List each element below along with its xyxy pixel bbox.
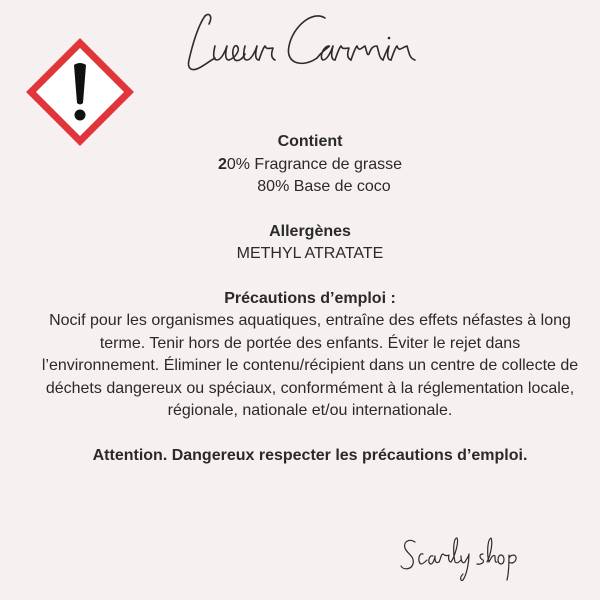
precautions-heading: Précautions d’emploi : [224,289,396,307]
spacer [20,423,600,445]
shop-signature [393,528,525,588]
brand-title [175,2,435,92]
precautions-line: Nocif pour les organismes aquatiques, entraîne des effets néfastes à long [49,312,571,329]
contains-line-1-prefix: 2 [217,155,227,173]
precautions-line: régionale, nationale et/ou internationale. [167,402,453,419]
label-content [20,131,600,467]
danger-warning: Attention. Dangereux respecter les précautions d’emploi. [92,446,528,464]
shop-name-text [525,528,526,529]
contains-heading: Contient [277,133,343,150]
spacer [20,199,600,221]
brand-title-script [175,2,435,92]
precautions-line: l’environnement. Éliminer le contenu/récipient dans un centre de collecte de [41,357,579,374]
shop-signature-script [393,528,525,588]
precautions-line: terme. Tenir hors de portée des enfants. Éviter le rejet dans [99,334,521,352]
contains-line-1 [20,154,600,177]
spacer [20,266,600,288]
contains-line-1-rest: 0% Fragrance de grasse [226,155,403,173]
contains-line-2: 80% Base de coco [257,178,391,195]
allergens-heading: Allergènes [269,222,351,240]
brand-title-text [435,2,436,3]
allergens-value: METHYL ATRATATE [236,245,384,262]
precautions-line: déchets dangereux ou spéciaux, conformément à la réglementation locale, [45,379,575,397]
